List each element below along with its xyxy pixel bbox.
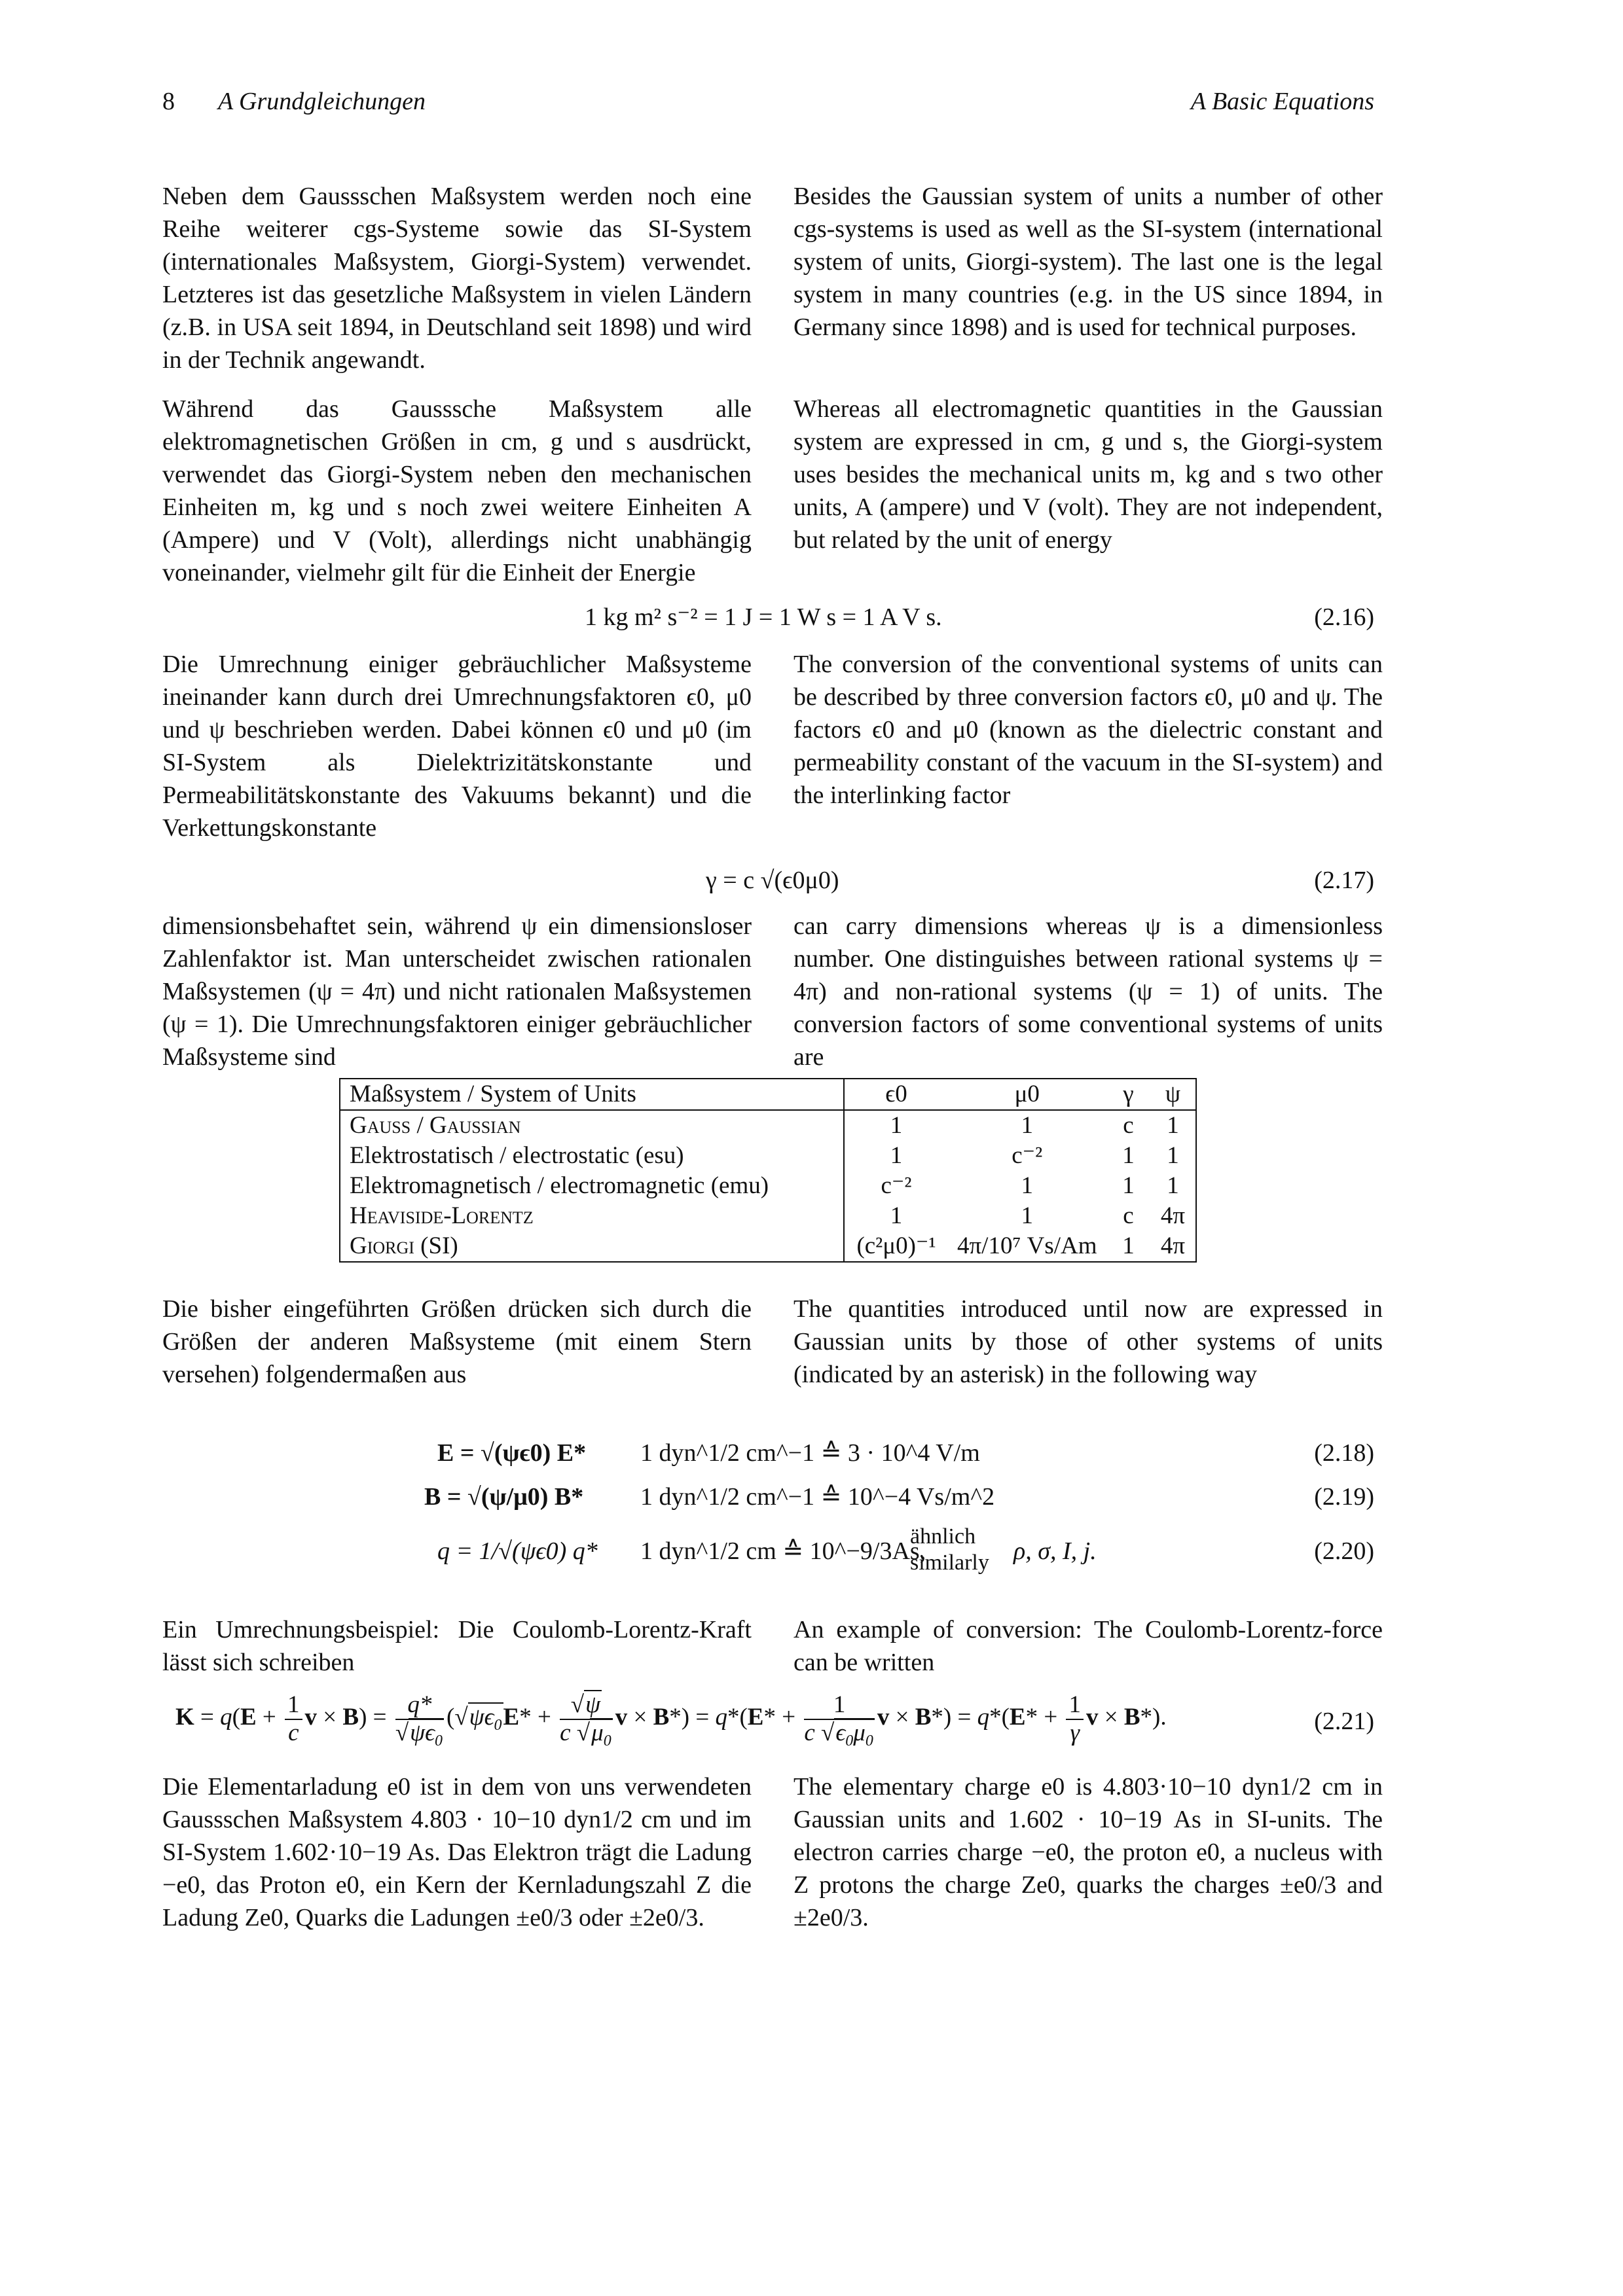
table-cell: 1 [1167,1142,1179,1169]
equation-2-16-body: 1 kg m² s⁻² = 1 J = 1 W s = 1 A V s. [585,603,942,631]
equation-2-17-number: (2.17) [1314,867,1374,894]
paragraph-de-2: Während das Gausssche Maßsystem alle elektromagnetischen Größen in cm, g und s ausdrückt, verwendet das Giorgi-System neben den mechanischen Einheiten m, kg und s noch zwei weitere Einheiten A (Ampere) und V (Volt), allerdings nicht unabhängig voneinander, vielmehr gilt für die Einheit der Energie [162,395,752,586]
table-cell: 4π [1160,1232,1186,1259]
paragraph-de-6: Ein Umrechnungsbeispiel: Die Coulomb-Lorentz-Kraft lässt sich schreiben [162,1616,752,1676]
paragraph-en-2: Whereas all electromagnetic quantities in the Gaussian system are expressed in cm, g und s, the Giorgi-system uses besides the mechanical units m, kg and s two other units, A (ampere) und V (volt). They are not independent, but related by the unit of energy [793,395,1383,554]
equation-2-17 [162,864,1374,901]
equation-2-20-lhs: q = 1/√(ψϵ0) q* [437,1537,598,1565]
table-cell: 1 [1122,1172,1135,1199]
table-cell: 1 [1122,1232,1135,1259]
table-cell: (c²μ0)⁻¹ [856,1232,936,1259]
table-row [340,1171,1196,1201]
table-cell: 1 [1021,1172,1033,1199]
equation-2-18-number: (2.18) [1314,1439,1374,1467]
table-cell: 1 [1167,1172,1179,1199]
equation-2-20-similar-en: similarly [910,1551,989,1575]
equation-2-20-similar-de: ähnlich [910,1524,976,1549]
table-cell: 1 [890,1112,903,1139]
table-header-epsilon: ϵ0 [844,1079,948,1110]
table-header-mu: μ0 [948,1079,1106,1110]
paragraph-en-4: can carry dimensions whereas ψ is a dimensionless number. One distinguishes between rational systems ψ = 4π) and non-rational systems (ψ = 1) of units. The conversion factors of some conventional systems of units are [793,912,1383,1071]
table-cell: 1 [1167,1112,1179,1139]
table-header-gamma: γ [1106,1079,1151,1110]
table-header-row [340,1079,1196,1110]
table-header-system: Maßsystem / System of Units [340,1079,844,1110]
table-cell: Elektromagnetisch / electromagnetic (emu) [340,1171,844,1201]
table-cell: 4π [1160,1202,1186,1229]
units-table [339,1078,1197,1263]
paragraph-en-7: The elementary charge e0 is 4.803·10−10 dyn1/2 cm in Gaussian units and 1.602 · 10−19 As in SI-units. The electron carries charge −e0, the proton e0, a nucleus with Z protons the charge Ze0, quarks the charges ±e0/3 and ±2e0/3. [793,1773,1383,1931]
equation-2-19-lhs: B = √(ψ/μ0) B* [424,1483,584,1511]
chapter-title-de: A Grundgleichungen [218,88,426,115]
table-cell: Heaviside-Lorentz [340,1201,844,1231]
equation-2-20-unit: 1 dyn^1/2 cm ≙ 10^−9/3As, [640,1537,926,1565]
table-cell: c⁻² [1012,1142,1043,1169]
table-cell: Elektrostatisch / electrostatic (esu) [340,1141,844,1171]
table-cell: c [1123,1112,1134,1139]
equation-2-18 [162,1437,1374,1473]
equation-2-20 [162,1524,1374,1581]
table-cell: 1 [1021,1202,1033,1229]
table-cell: 4π/10⁷ Vs/Am [957,1232,1097,1259]
equation-2-20-number: (2.20) [1314,1537,1374,1565]
equation-2-18-unit: 1 dyn^1/2 cm^−1 ≙ 3 · 10^4 V/m [640,1439,980,1467]
paragraph-de-4: dimensionsbehaftet sein, während ψ ein dimensionsloser Zahlenfaktor ist. Man unterscheidet zwischen rationalen Maßsystemen (ψ = 4π) und nicht rationalen Maßsystemen (ψ = 1). Die Umrechnungsfaktoren einiger gebräuchlicher Maßsysteme sind [162,912,752,1071]
equation-2-18-lhs: E = √(ψϵ0) E* [437,1439,587,1467]
equation-2-19 [162,1480,1374,1517]
equation-2-17-body: γ = c √(ϵ0μ0) [706,867,839,894]
table-cell: 1 [890,1142,903,1169]
chapter-title-en: A Basic Equations [1190,88,1374,115]
equation-2-21-number: (2.21) [1314,1708,1374,1735]
paragraph-en-3: The conversion of the conventional systems of units can be described by three conversion factors ϵ0, μ0 and ψ. The factors ϵ0 and μ0 (known as the dielectric constant and permeability constant of the vacuum in the SI-system) and the interlinking factor [793,651,1383,809]
paragraph-de-3: Die Umrechnung einiger gebräuchlicher Maßsysteme ineinander kann durch drei Umrechnungsfaktoren ϵ0, μ0 und ψ beschrieben werden. Dabei können ϵ0 und μ0 (im SI-System als Dielektrizitätskonstante und Permeabilitätskonstante des Vakuums bekannt) und die Verkettungskonstante [162,651,752,842]
equation-2-21 [162,1692,1374,1751]
table-cell: Giorgi (SI) [340,1231,844,1262]
table-cell: 1 [1021,1112,1033,1139]
paragraph-de-7: Die Elementarladung e0 ist in dem von uns verwendeten Gaussschen Maßsystem 4.803 · 10−10 dyn1/2 cm und im SI-System 1.602·10−19 As. Das Elektron trägt die Ladung −e0, das Proton e0, ein Kern der Kernladungszahl Z die Ladung Ze0, Quarks die Ladungen ±e0/3 oder ±2e0/3. [162,1773,752,1931]
equation-2-19-unit: 1 dyn^1/2 cm^−1 ≙ 10^−4 Vs/m^2 [640,1483,995,1511]
table-cell: 1 [1122,1142,1135,1169]
equation-2-16-number: (2.16) [1314,603,1374,631]
paragraph-en-6: An example of conversion: The Coulomb-Lorentz-force can be written [793,1616,1383,1676]
paragraph-en-5: The quantities introduced until now are expressed in Gaussian units by those of other systems of units (indicated by an asterisk) in the following way [793,1295,1383,1388]
page-number: 8 [162,88,175,115]
table-cell: 1 [890,1202,903,1229]
table-cell: c [1123,1202,1134,1229]
paragraph-de-5: Die bisher eingeführten Größen drücken sich durch die Größen der anderen Maßsysteme (mit einem Stern versehen) folgendermaßen aus [162,1295,752,1388]
equation-2-16 [162,601,1374,637]
equation-2-19-number: (2.19) [1314,1483,1374,1511]
table-row [340,1231,1196,1262]
table-cell: c⁻² [881,1172,912,1199]
table-row [340,1110,1196,1141]
table-row [340,1141,1196,1171]
table-row [340,1201,1196,1231]
paragraph-de-1: Neben dem Gaussschen Maßsystem werden noch eine Reihe weiterer cgs-Systeme sowie das SI-System (internationales Maßsystem, Giorgi-System) verwendet. Letzteres ist das gesetzliche Maßsystem in vielen Ländern (z.B. in USA seit 1894, in Deutschland seit 1898) und wird in der Technik angewandt. [162,183,752,374]
table-cell: Gauss / Gaussian [340,1110,844,1141]
table-header-psi: ψ [1151,1079,1196,1110]
equation-2-20-symbols: ρ, σ, I, j. [1013,1537,1097,1565]
equation-2-21-body: K = q(E + $\frac{1}{c}$ v × B) = q* √ $\psi\epsilon_0$ (√ $\psi\epsilon_0E*$ + √ $\frac{\psi}{c √ \mu_0}$ v × B*) = q*(E* + $\frac{1}{c √ \epsilon_0\mu_0}$ v × B*) = q*(E* + $\frac{1}{\gamma}$ v × B*). [175,1692,1167,1746]
paragraph-en-1: Besides the Gaussian system of units a number of other cgs-systems is used as well as the SI-system (international system of units, Giorgi-system). The last one is the legal system in many countries (e.g. in the US since 1894, in Germany since 1898) and is used for technical purposes. [793,183,1383,341]
